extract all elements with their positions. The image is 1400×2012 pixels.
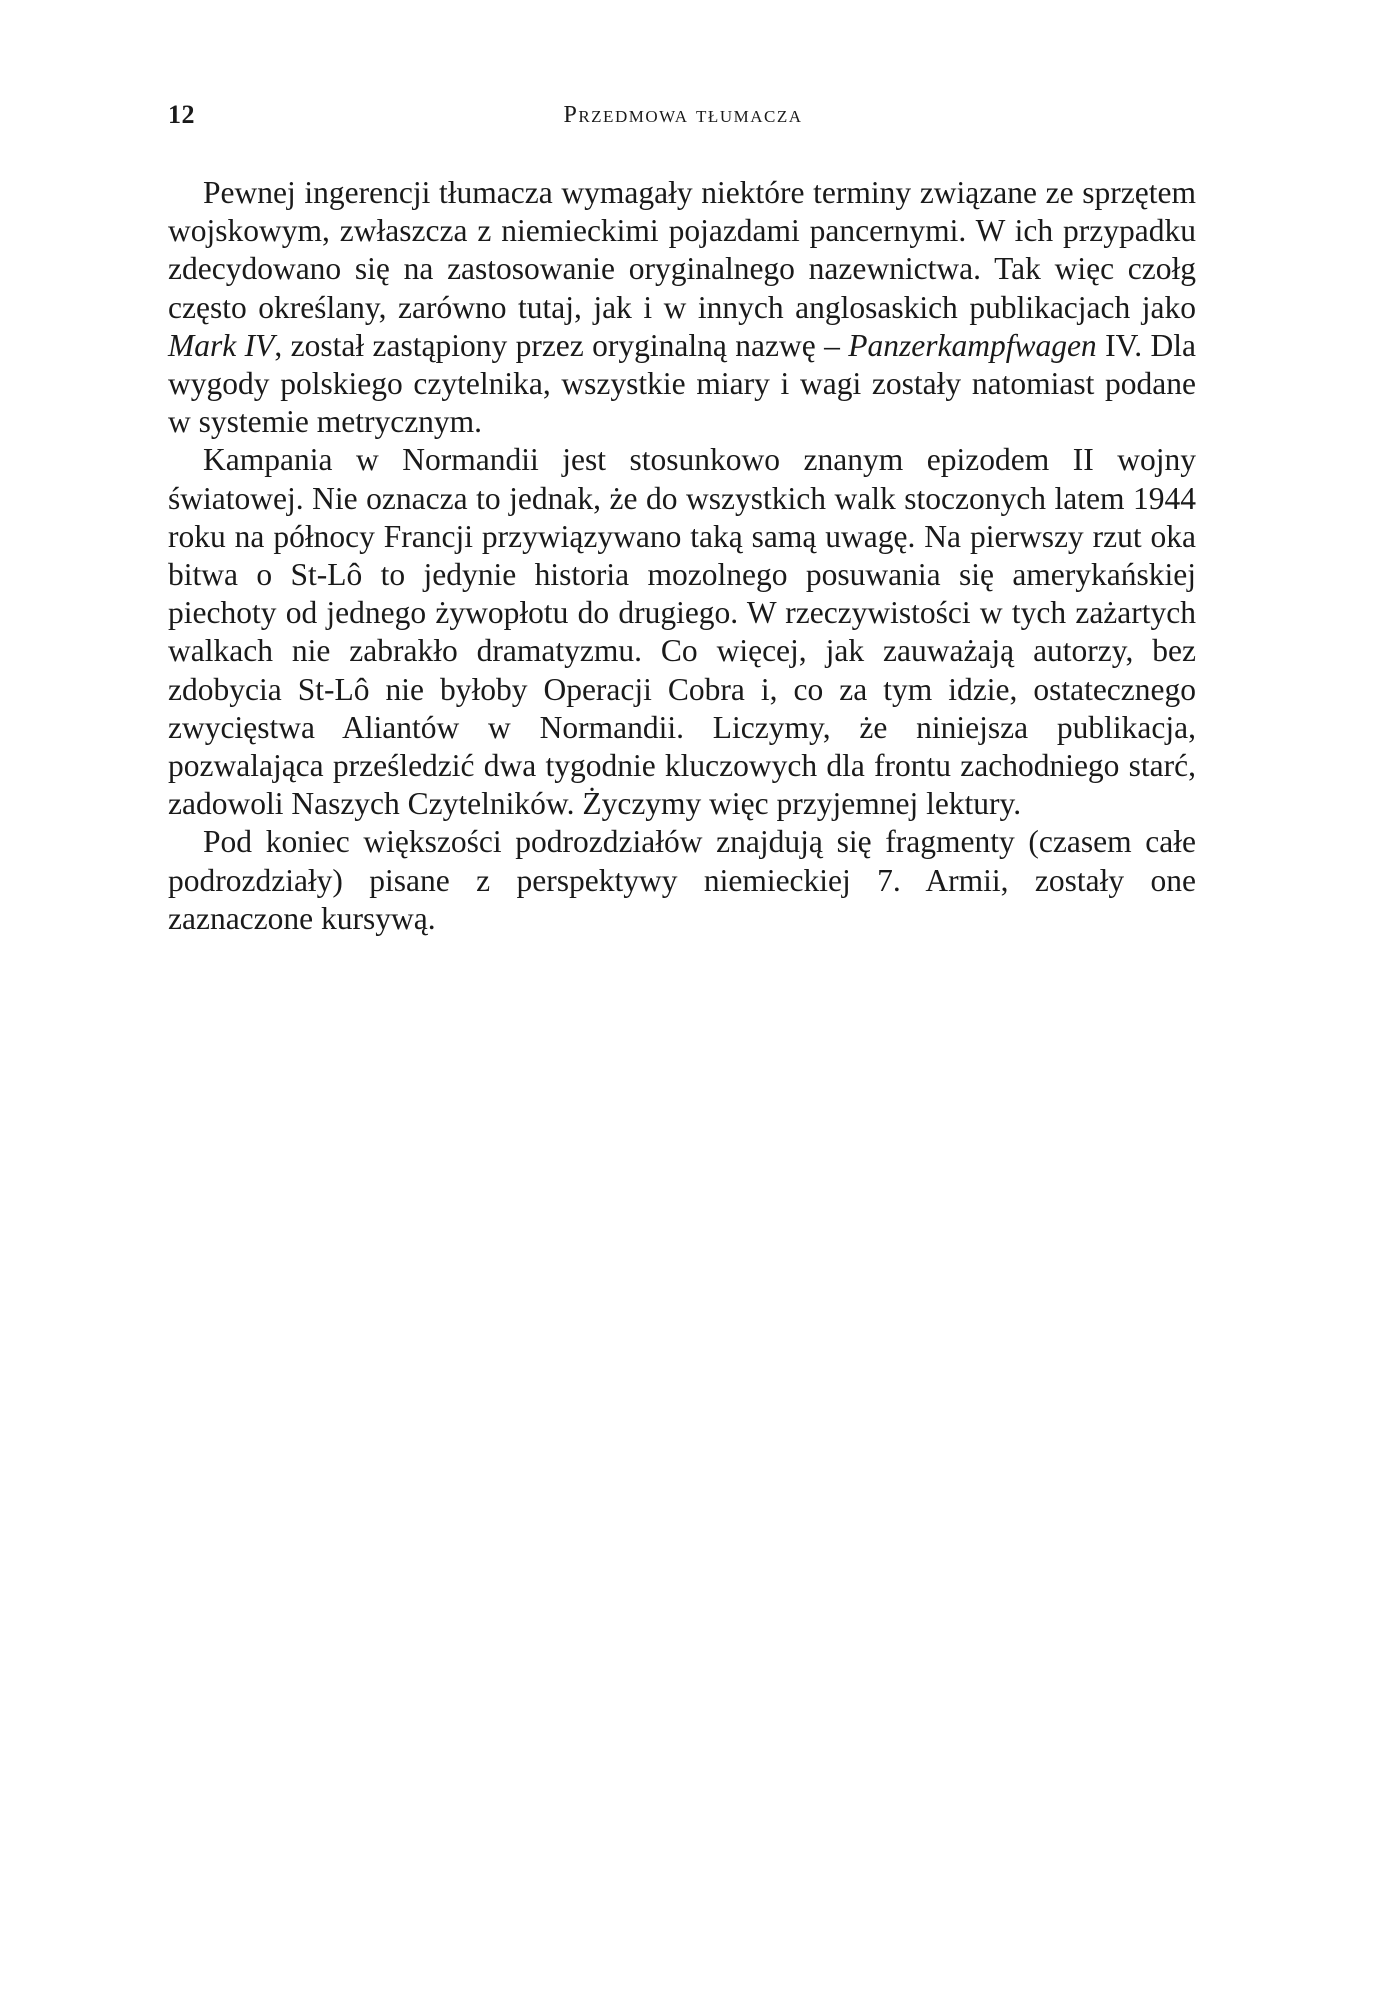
paragraph-1-italic-panzerkampfwagen: Panzerkampfwagen [848, 327, 1097, 363]
page-number: 12 [168, 100, 195, 129]
paragraph-1-text-b: , został zastąpiony przez oryginalną nazwę – [274, 327, 849, 363]
paragraph-1-text-c: IV. Dla wygody polskiego czytelnika, wszystkie miary i wagi zostały natomiast podane w systemie metrycznym. [168, 327, 1196, 440]
paragraph-2: Kampania w Normandii jest stosunkowo znanym epizodem II wojny światowej. Nie oznacza to jednak, że do wszystkich walk stoczonych latem 1944 roku na północy Francji przywiązywano taką samą uwagę. Na pierwszy rzut oka bitwa o St-Lô to jedynie historia mozolnego posuwania się amerykańskiej piechoty od jednego żywopłotu do drugiego. W rzeczywistości w tych zażartych walkach nie zabrakło dramatyzmu. Co więcej, jak zauważają autorzy, bez zdobycia St-Lô nie byłoby Operacji Cobra i, co za tym idzie, ostatecznego zwycięstwa Aliantów w Normandii. Liczymy, że niniejsza publikacja, pozwalająca prześledzić dwa tygodnie kluczowych dla frontu zachodniego starć, zadowoli Naszych Czytelników. Życzymy więc przyjemnej lektury. [168, 442, 1196, 822]
section-title: Przedmowa tłumacza [563, 102, 803, 128]
paragraph-1-text-a: Pewnej ingerencji tłumacza wymagały niektóre terminy związane ze sprzętem wojskowym, zwłaszcza z niemieckimi pojazdami pancernymi. W ich przypadku zdecydowano się na zastosowanie oryginalnego nazewnictwa. Tak więc czołg często określany, zarówno tutaj, jak i w innych anglosaskich publikacjach jako [168, 175, 1196, 325]
paragraph-3: Pod koniec większości podrozdziałów znajdują się fragmenty (czasem całe podrozdziały) pisane z perspektywy niemieckiej 7. Armii, zostały one zaznaczone kursywą. [168, 824, 1196, 936]
paragraph-1 [168, 174, 1196, 441]
paragraph-1-italic-mark-iv: Mark IV [168, 327, 275, 363]
body-text [168, 174, 1196, 938]
running-head [168, 100, 1198, 140]
